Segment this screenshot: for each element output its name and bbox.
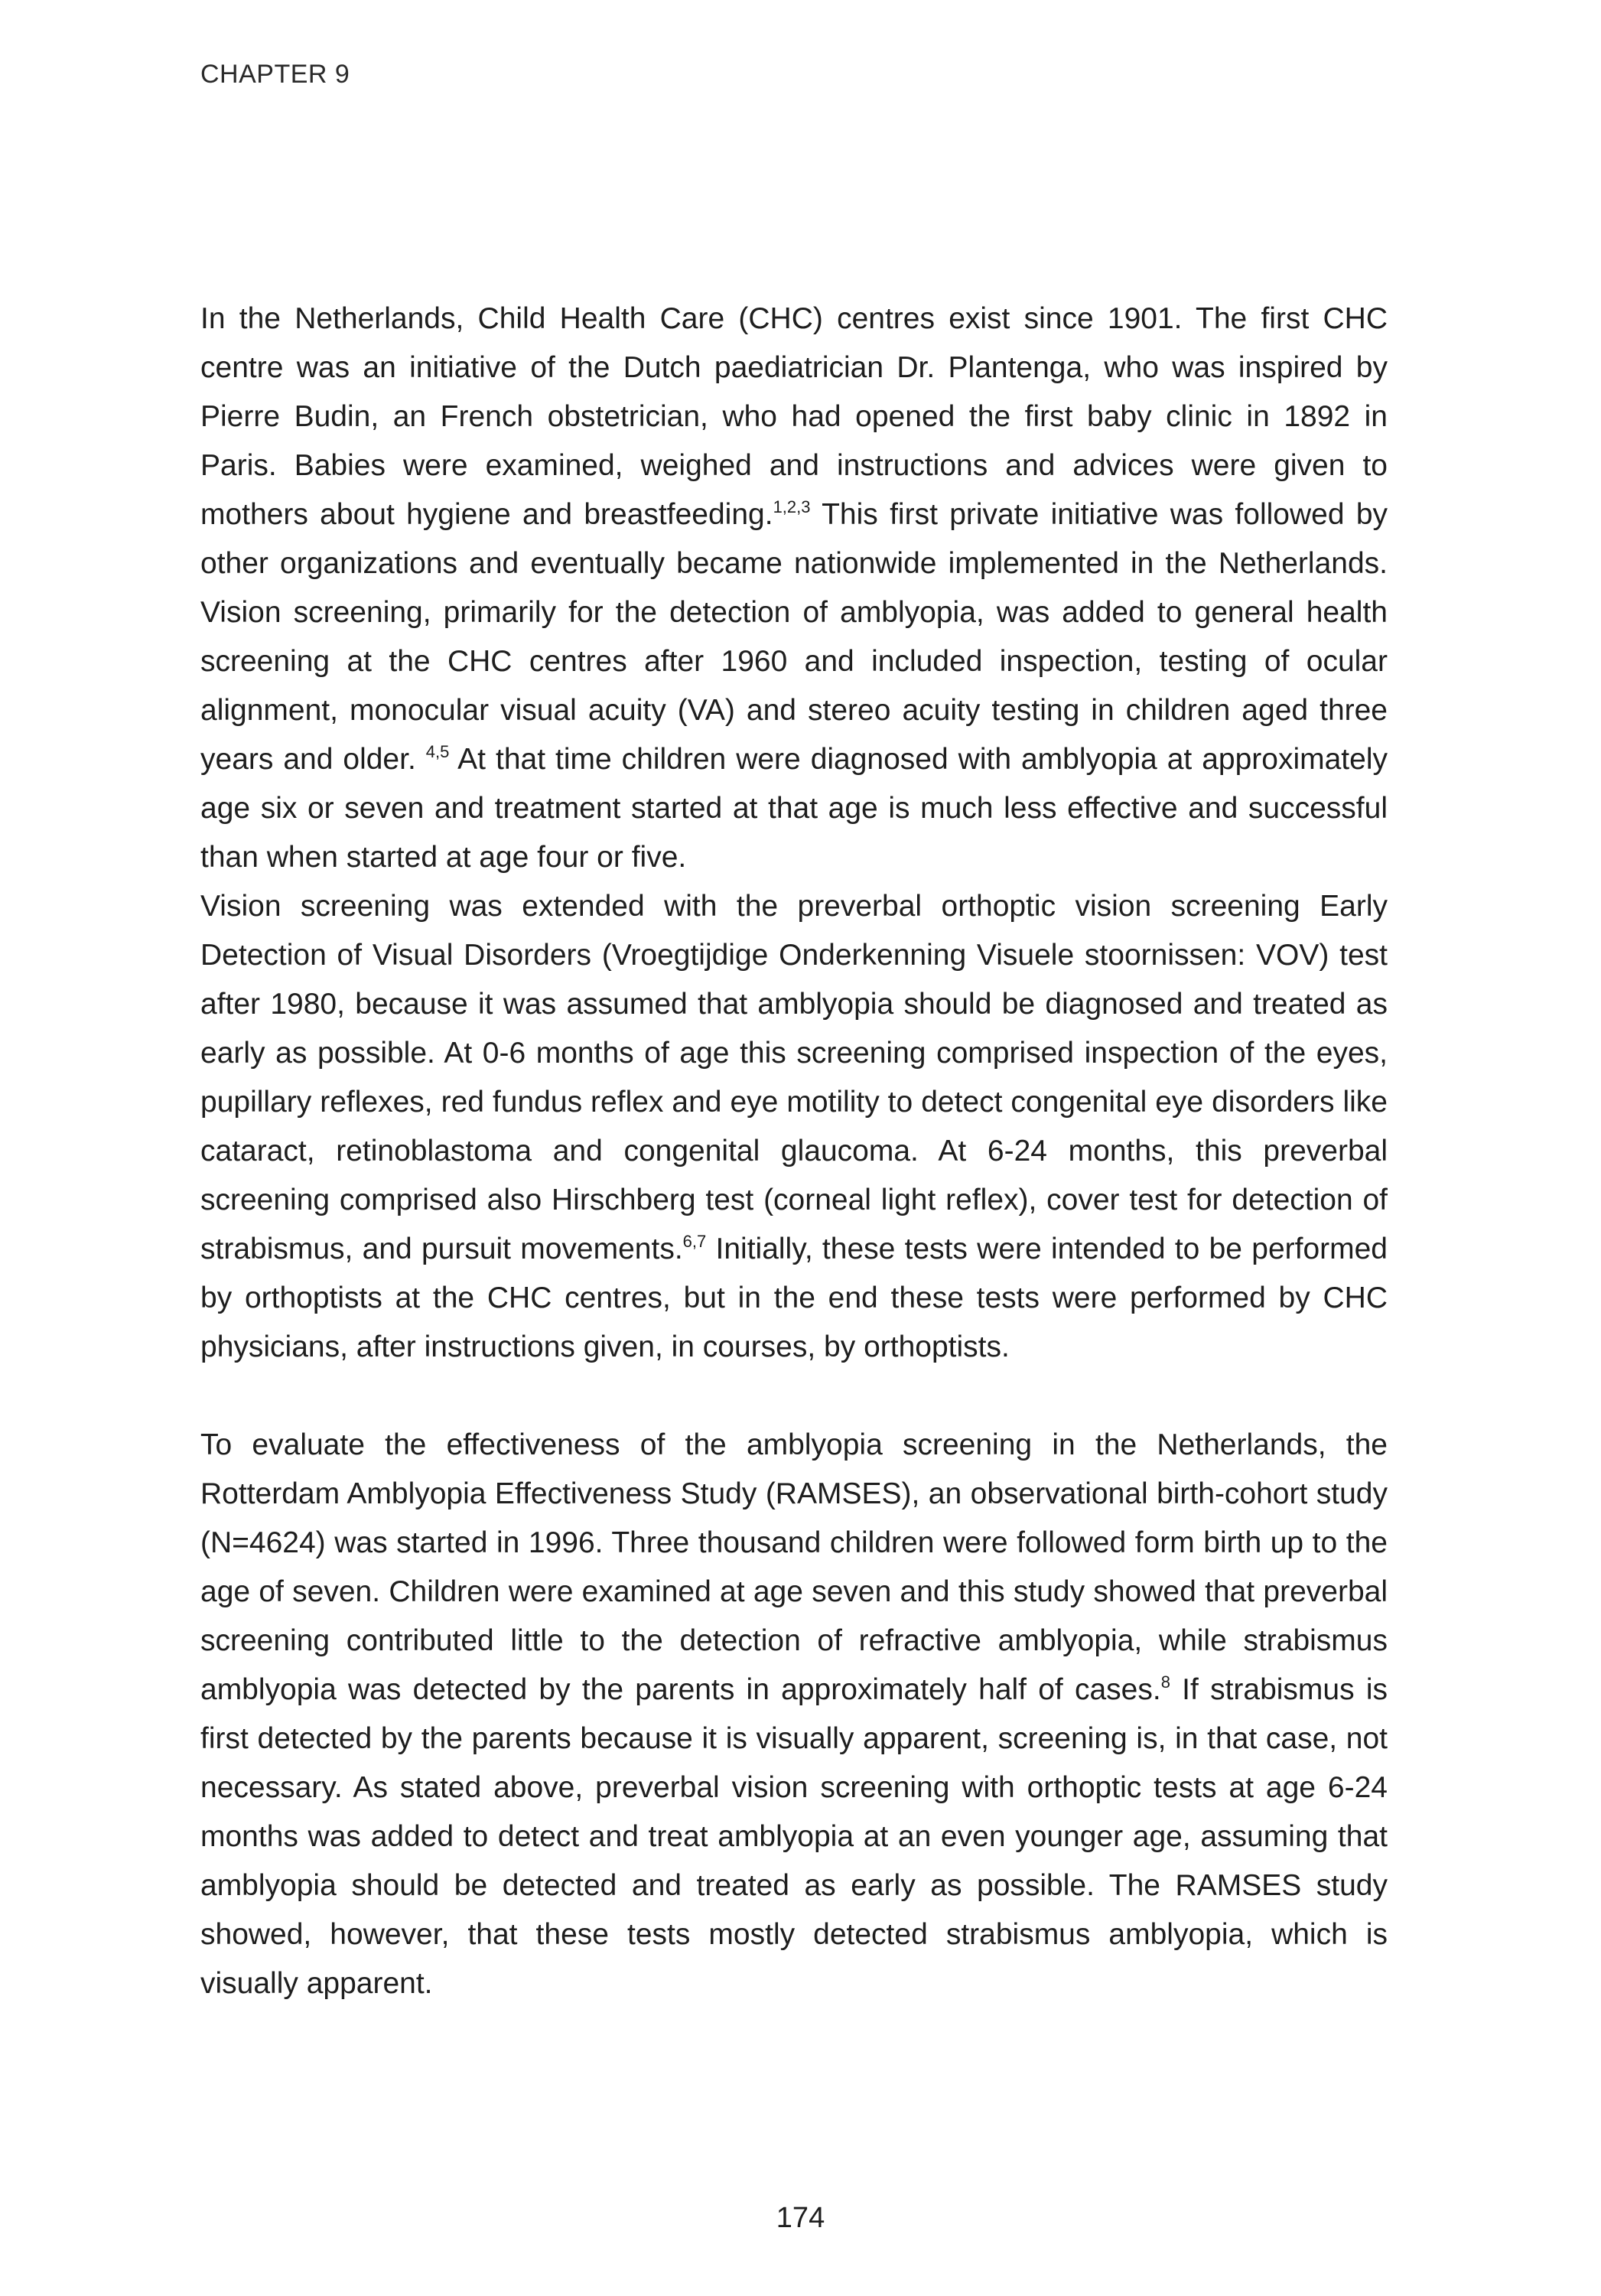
paragraph-text: Vision screening was extended with the preverbal orthoptic vision screening Early Detection of Visual Disorders (Vroegtijdige Onderkenning Visuele stoornissen: VOV) test after 1980, because it was assumed that amblyopia should be diagnosed and treated as early as possible. At 0-6 months of age this screening comprised inspection of the eyes, pupillary reflexes, red fundus reflex and eye motility to detect congenital eye disorders like cataract, retinoblastoma and congenital glaucoma. At 6-24 months, this preverbal screening comprised also Hirschberg test (corneal light reflex), cover test for detection of strabismus, and pursuit movements. [200, 890, 1388, 1265]
paragraph-text: Initially, these tests were intended to be performed by orthoptists at the CHC centres, but in the end these tests were performed by CHC physicians, after instructions given, in courses, by orthoptists. [200, 1233, 1388, 1363]
reference-marker: 6,7 [682, 1232, 707, 1251]
body-text [200, 295, 1388, 2008]
page-number: 174 [776, 2202, 825, 2234]
paragraph-chc-history [200, 295, 1388, 882]
reference-marker: 8 [1160, 1672, 1170, 1692]
paragraph-text: At that time children were diagnosed with amblyopia at approximately age six or seven and treatment started at that age is much less effective and successful than when started at age four or five. [200, 743, 1388, 874]
paragraph-text: If strabismus is first detected by the parents because it is visually apparent, screening is, in that case, not necessary. As stated above, preverbal vision screening with orthoptic tests at age 6-24 months was added to detect and treat amblyopia at an even younger age, assuming that amblyopia should be detected and treated as early as possible. The RAMSES study showed, however, that these tests mostly detected strabismus amblyopia, which is visually apparent. [200, 1673, 1388, 2000]
reference-marker: 4,5 [425, 742, 450, 761]
paragraph-text: In the Netherlands, Child Health Care (CHC) centres exist since 1901. The first CHC centre was an initiative of the Dutch paediatrician Dr. Plantenga, who was inspired by Pierre Budin, an French obstetrician, who had opened the first baby clinic in 1892 in Paris. Babies were examined, weighed and instructions and advices were given to mothers about hygiene and breastfeeding. [200, 302, 1388, 531]
paragraph-text: To evaluate the effectiveness of the amblyopia screening in the Netherlands, the Rotterdam Amblyopia Effectiveness Study (RAMSES), an observational birth-cohort study (N=4624) was started in 1996. Three thousand children were followed form birth up to the age of seven. Children were examined at age seven and this study showed that preverbal screening contributed little to the detection of refractive amblyopia, while strabismus amblyopia was detected by the parents in approximately half of cases. [200, 1428, 1388, 1706]
paragraph-vov-screening [200, 882, 1388, 1372]
running-head: CHAPTER 9 [200, 60, 350, 89]
paragraph-text: This first private initiative was followed by other organizations and eventually became nationwide implemented in the Netherlands. Vision screening, primarily for the detection of amblyopia, was added to general health screening at the CHC centres after 1960 and included inspection, testing of ocular alignment, monocular visual acuity (VA) and stereo acuity testing in children aged three years and older. [200, 498, 1388, 776]
paragraph-ramses-study [200, 1421, 1388, 2008]
reference-marker: 1,2,3 [773, 497, 811, 516]
